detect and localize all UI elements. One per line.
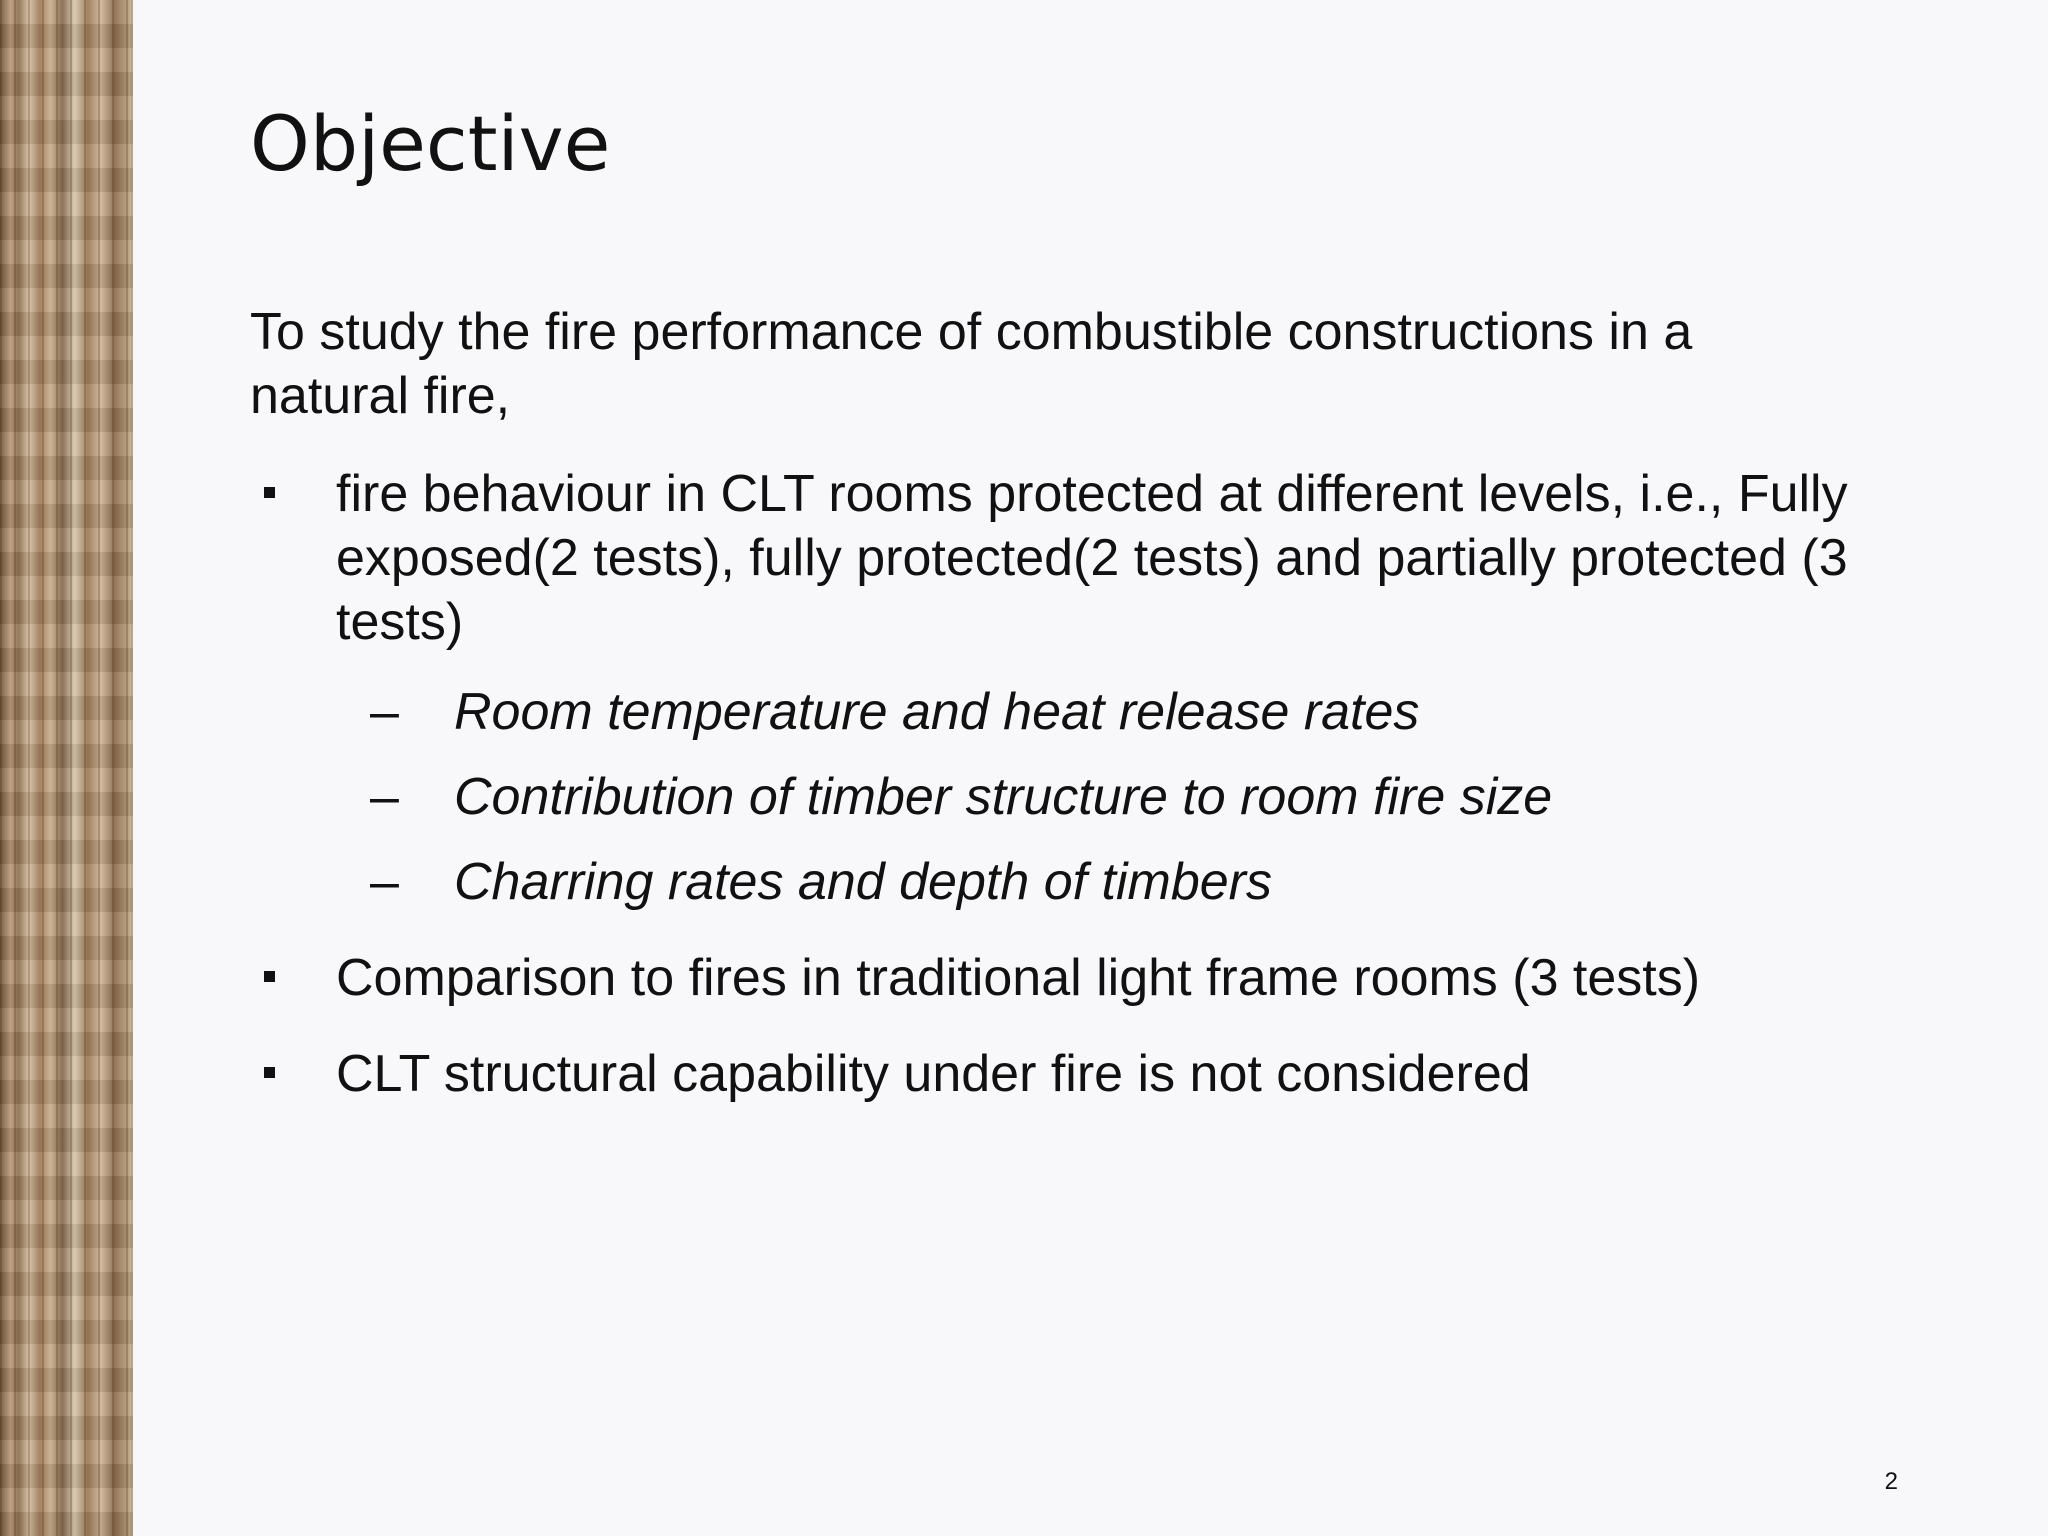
dash-icon: – [370, 768, 399, 826]
bullet-item-clt-rooms [250, 462, 1950, 914]
dash-icon: – [370, 683, 399, 741]
square-bullet-icon [264, 487, 275, 498]
bullet-text: CLT structural capability under fire is not considered [336, 1045, 1531, 1103]
bullet-item-light-frame [250, 946, 1950, 1010]
sub-bullet-item-contribution [336, 765, 1950, 829]
bullet-text: fire behaviour in CLT rooms protected at different levels, i.e., Fully exposed(2 tests), fully protected(2 tests) and partially protected (3 tests) [336, 465, 1848, 651]
slide-content [250, 300, 1950, 1138]
bullet-item-structural-capability [250, 1042, 1950, 1106]
dash-icon: – [370, 853, 399, 911]
main-bullet-list [250, 462, 1950, 1106]
slide-title: Objective [250, 99, 611, 188]
sub-bullet-text: Contribution of timber structure to room fire size [454, 768, 1553, 826]
bullet-text: Comparison to fires in traditional light frame rooms (3 tests) [336, 949, 1701, 1007]
sub-bullet-item-charring-rates [336, 850, 1950, 914]
intro-text: To study the fire performance of combustible constructions in a natural fire, [250, 303, 1693, 425]
sub-bullet-item-room-temperature [336, 680, 1950, 744]
sub-bullet-text: Room temperature and heat release rates [454, 683, 1420, 741]
square-bullet-icon [264, 1067, 275, 1078]
sub-bullet-list [336, 680, 1950, 914]
square-bullet-icon [264, 971, 275, 982]
sub-bullet-text: Charring rates and depth of timbers [454, 853, 1272, 911]
page-number: 2 [1884, 1468, 1898, 1495]
